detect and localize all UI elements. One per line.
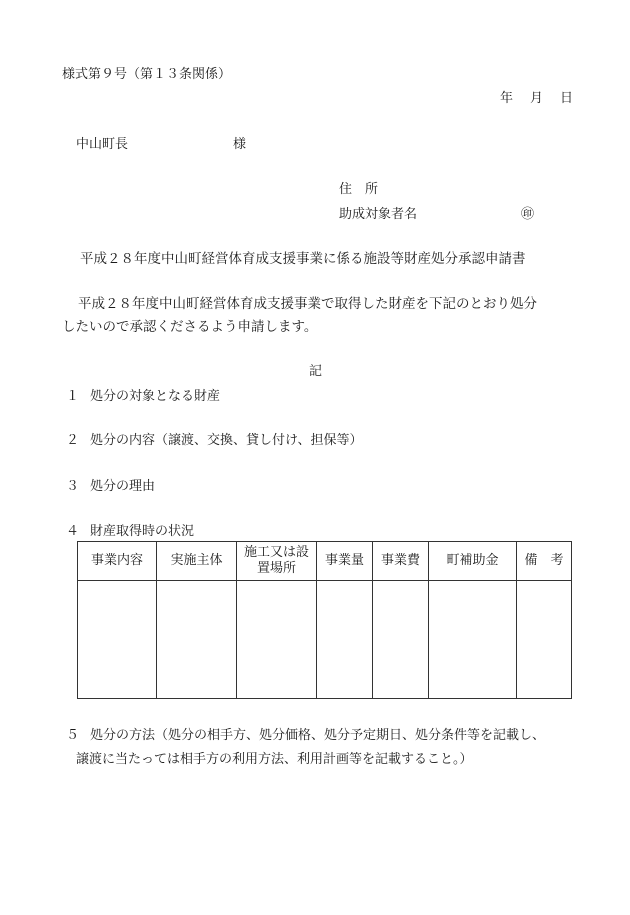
body-text-line1: 平成２８年度中山町経営体育成支援事業で取得した財産を下記のとおり処分 [78, 296, 537, 312]
header-implementer: 実施主体 [157, 542, 237, 581]
item-4-number: ４ [66, 524, 80, 539]
date-year-label: 年 [500, 91, 514, 106]
table-header-row [78, 542, 572, 581]
header-project-cost: 事業費 [373, 542, 429, 581]
address-label: 住 所 [339, 182, 379, 197]
table-row [78, 581, 572, 699]
item-1-number: １ [66, 389, 80, 404]
header-remarks: 備 考 [517, 542, 572, 581]
ki-heading: 記 [309, 364, 323, 379]
item-5-text: 処分の方法（処分の相手方、処分価格、処分予定期日、処分条件等を記載し、 [90, 728, 546, 743]
table-cell[interactable] [517, 581, 572, 699]
item-2-number: ２ [66, 433, 80, 448]
item-4-text: 財産取得時の状況 [90, 524, 195, 539]
acquisition-status-table [77, 541, 572, 699]
item-3-text: 処分の理由 [90, 479, 156, 494]
table-cell[interactable] [157, 581, 237, 699]
item-3-number: ３ [66, 479, 80, 494]
applicant-name-label: 助成対象者名 [339, 207, 418, 222]
header-construction-location-line2: 置場所 [256, 561, 296, 576]
form-number: 様式第９号（第１３条関係） [62, 67, 232, 82]
table-cell[interactable] [78, 581, 157, 699]
date-month-label: 月 [530, 91, 544, 106]
item-5-text-continued: 譲渡に当たっては相手方の利用方法、利用計画等を記載すること。） [76, 752, 473, 767]
date-day-label: 日 [560, 91, 574, 106]
header-project-quantity: 事業量 [317, 542, 373, 581]
table-cell[interactable] [429, 581, 517, 699]
body-text-line2: したいので承認くださるよう申請します。 [62, 319, 318, 335]
seal-mark: ㊞ [521, 207, 535, 222]
addressee-title: 中山町長 [76, 137, 129, 152]
document-title: 平成２８年度中山町経営体育成支援事業に係る施設等財産処分承認申請書 [80, 251, 526, 267]
addressee-honorific: 様 [233, 137, 247, 152]
item-5-number: ５ [66, 728, 80, 743]
item-2-text: 処分の内容（譲渡、交換、貸し付け、担保等） [90, 433, 363, 448]
header-town-subsidy: 町補助金 [429, 542, 517, 581]
header-construction-location [237, 542, 317, 581]
header-construction-location-line1: 施工又は設 [243, 545, 309, 560]
item-1-text: 処分の対象となる財産 [90, 389, 221, 404]
table-cell[interactable] [237, 581, 317, 699]
table-cell[interactable] [317, 581, 373, 699]
table-cell[interactable] [373, 581, 429, 699]
header-project-content: 事業内容 [78, 542, 157, 581]
